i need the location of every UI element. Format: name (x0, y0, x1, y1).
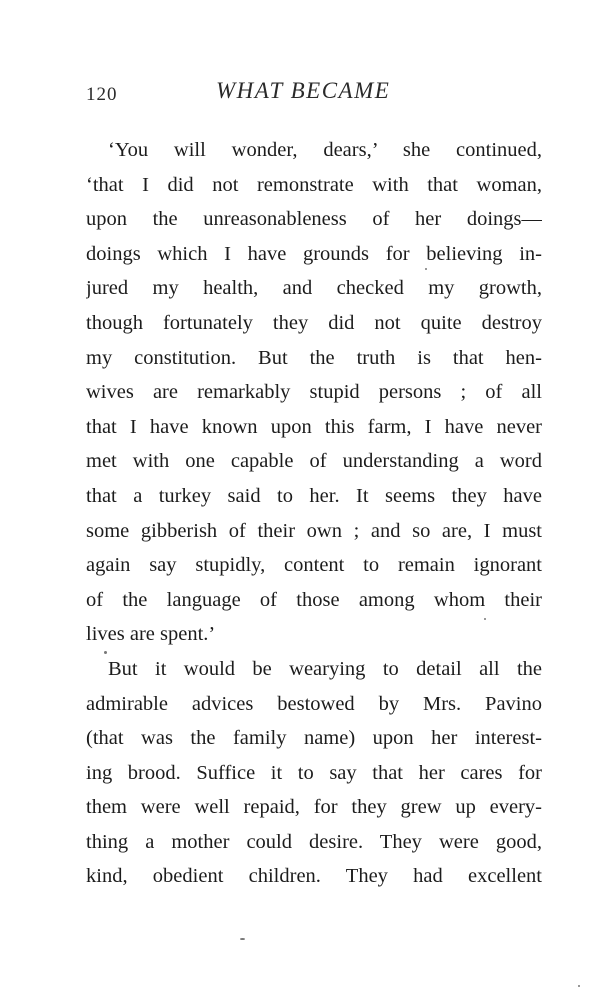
text-line: that I have known upon this farm, I have never (86, 415, 542, 438)
text-line: some gibberish of their own ; and so are, I must (86, 519, 542, 542)
print-speck (484, 618, 486, 620)
text-line: But it would be wearying to detail all the (108, 657, 542, 680)
running-title: WHAT BECAME (216, 78, 391, 103)
print-speck (104, 651, 107, 654)
text-line: ing brood. Suffice it to say that her cares for (86, 761, 542, 784)
text-line: upon the unreasonableness of her doings— (86, 208, 542, 231)
text-line: that a turkey said to her. It seems they have (86, 484, 542, 507)
text-line: lives are spent.’ (86, 623, 216, 646)
text-line: of the language of those among whom their (86, 588, 542, 611)
text-line: thing a mother could desire. They were good, (86, 830, 542, 853)
print-speck (425, 268, 427, 270)
text-line: admirable advices bestowed by Mrs. Pavino (86, 692, 542, 715)
text-line: wives are remarkably stupid persons ; of all (86, 381, 542, 404)
text-line: my constitution. But the truth is that hen- (86, 346, 542, 369)
text-line: though fortunately they did not quite destroy (86, 311, 542, 334)
running-head (86, 78, 542, 112)
text-line: them were well repaid, for they grew up every- (86, 796, 542, 819)
text-line: ‘that I did not remonstrate with that woman, (86, 173, 542, 196)
text-line: (that was the family name) upon her interest- (86, 727, 542, 750)
text-line: kind, obedient children. They had excellent (86, 865, 542, 888)
text-line: jured my health, and checked my growth, (86, 277, 542, 300)
print-speck (240, 938, 245, 940)
text-line: doings which I have grounds for believing in- (86, 242, 542, 265)
text-line: again say stupidly, content to remain ignorant (86, 554, 542, 577)
print-speck (578, 985, 580, 987)
page-number: 120 (86, 84, 118, 105)
text-line: met with one capable of understanding a word (86, 450, 542, 473)
body-text (86, 133, 542, 894)
text-line: ‘You will wonder, dears,’ she continued, (108, 139, 542, 161)
